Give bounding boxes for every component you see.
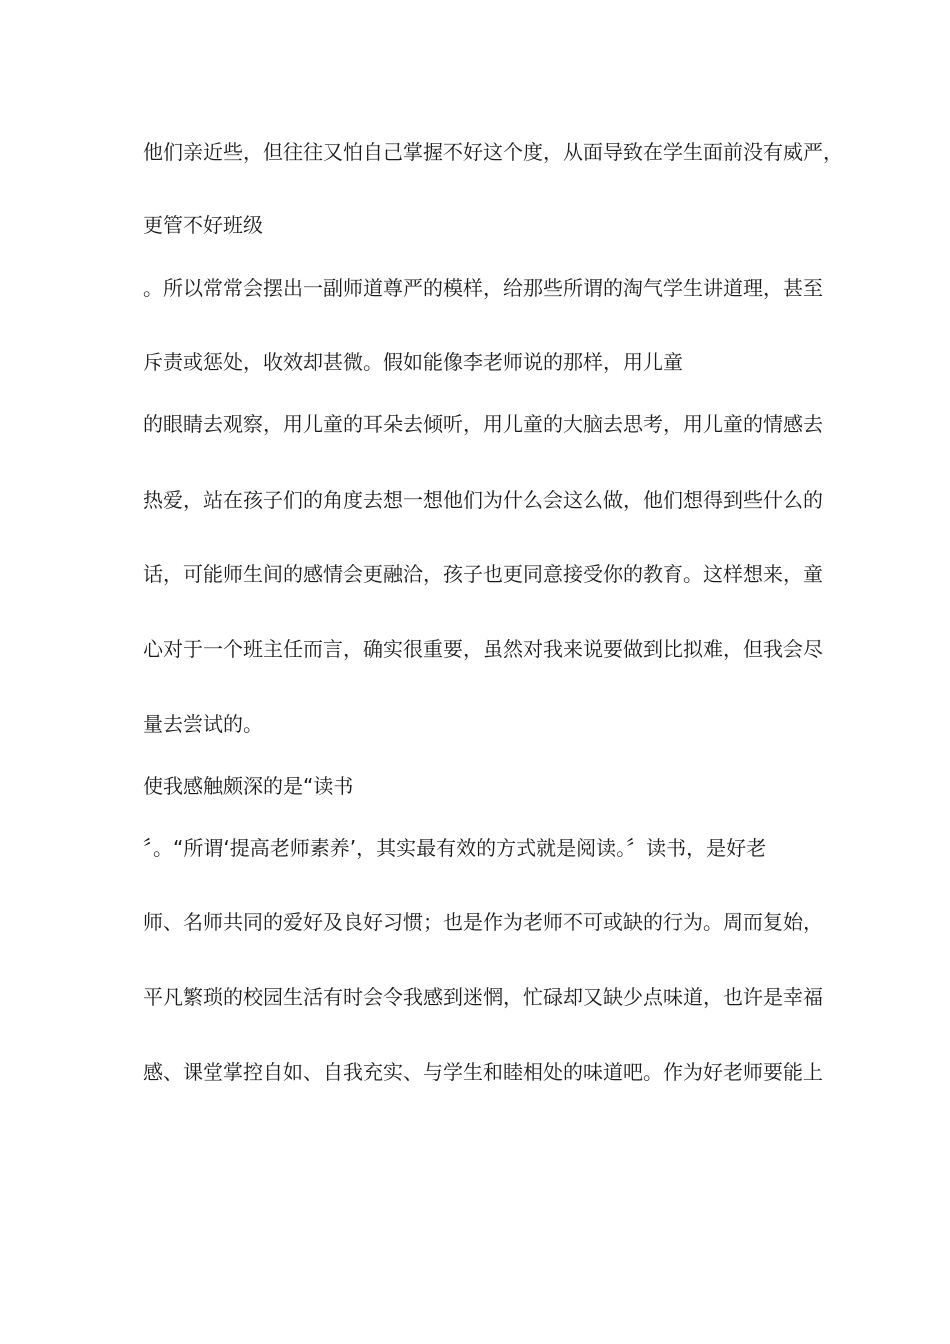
- text-line-9: 量去尝试的。: [143, 712, 263, 736]
- text-line-3: 。所以常常会摆出一副师道尊严的模样，给那些所谓的淘气学生讲道理，甚至: [143, 276, 823, 300]
- text-line-2: 更管不好班级: [143, 213, 263, 237]
- text-line-14: 感、课堂掌控自如、自我充实、与学生和睦相处的味道吧。作为好老师要能上: [143, 1060, 823, 1084]
- text-line-4: 斥责或惩处，收效却甚微。假如能像李老师说的那样，用儿童: [143, 350, 683, 374]
- text-line-11: 〞。“所谓‘提高老师素养’，其实最有效的方式就是阅读。〞读书，是好老: [143, 836, 767, 860]
- text-line-7: 话，可能师生间的感情会更融洽，孩子也更同意接受你的教育。这样想来，童: [143, 562, 823, 586]
- text-line-8: 心对于一个班主任而言，确实很重要，虽然对我来说要做到比拟难，但我会尽: [143, 637, 823, 661]
- text-line-10: 使我感触颇深的是“读书: [143, 774, 354, 798]
- text-line-12: 师、名师共同的爱好及良好习惯；也是作为老师不可或缺的行为。周而复始，: [143, 910, 823, 934]
- text-line-6: 热爱，站在孩子们的角度去想一想他们为什么会这么做，他们想得到些什么的: [143, 488, 823, 512]
- text-line-5: 的眼睛去观察，用儿童的耳朵去倾听，用儿童的大脑去思考，用儿童的情感去: [143, 412, 823, 436]
- text-line-13: 平凡繁琐的校园生活有时会令我感到迷惘，忙碌却又缺少点味道，也许是幸福: [143, 985, 823, 1009]
- text-line-1: 他们亲近些，但往往又怕自己掌握不好这个度，从面导致在学生面前没有威严，: [143, 140, 843, 164]
